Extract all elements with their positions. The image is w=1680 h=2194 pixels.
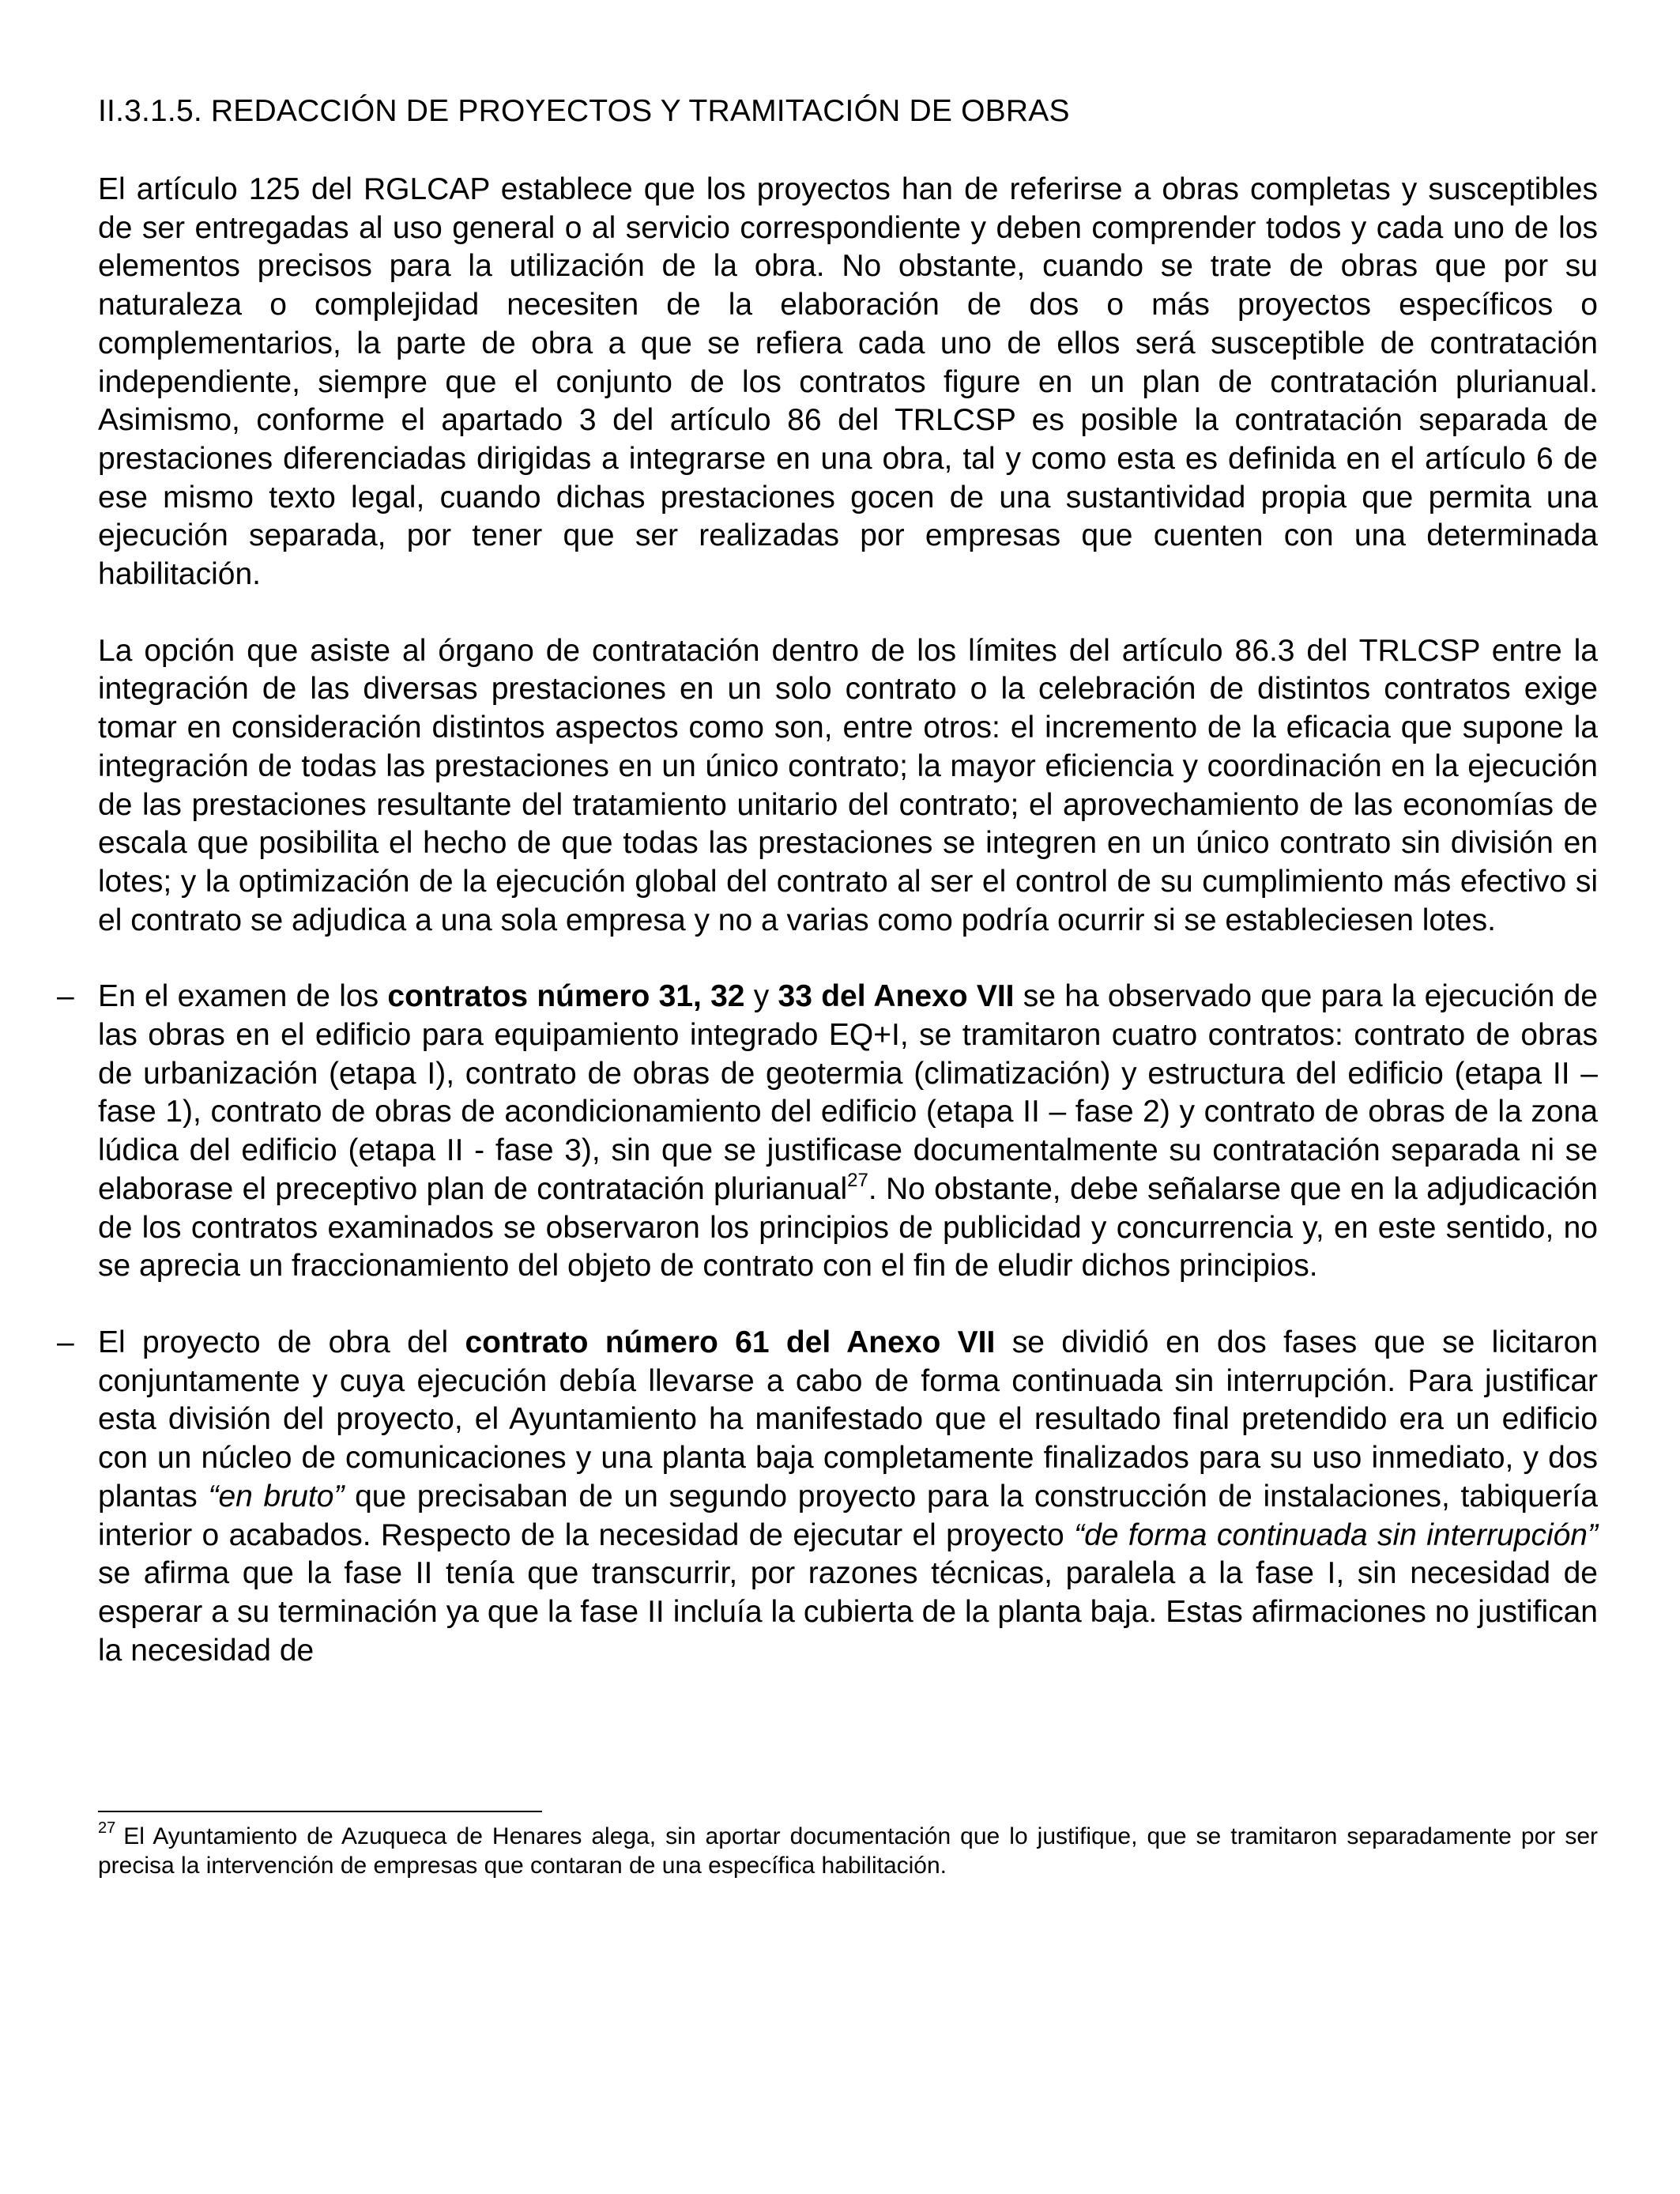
- bullet-contracts-31-32-33: – En el examen de los contratos número 31, 32 y 33 del Anexo VII se ha observado que para la ejecución de las obras en el edificio para equipamiento integrado EQ+I, se tramitaron cuatro contratos: contrato de obras de urbanización (etapa I), contrato de obras de geotermia (climatización) y estructura del edificio (etapa II – fase 1), contrato de obras de acondicionamiento del edificio (etapa II – fase 2) y contrato de obras de la zona lúdica del edificio (etapa II - fase 3), sin que se justificase documentalmente su contratación separada ni se elaborase el preceptivo plan de contratación plurianual$^{27}$. No obstante, debe señalarse que en la adjudicación de los contratos examinados se observaron los principios de publicidad y concurrencia y, en este sentido, no se aprecia un fraccionamiento del objeto de contrato con el fin de eludir dichos principios.: [57, 979, 1599, 1284]
- bullet-contract-61: – El proyecto de obra del contrato número 61 del Anexo VII se dividió en dos fases que se licitaron conjuntamente y cuya ejecución debía llevarse a cabo de forma continuada sin interrupción. Para justificar esta división del proyecto, el Ayuntamiento ha manifestado que el resultado final pretendido era un edificio con un núcleo de comunicaciones y una planta baja completamente finalizados para su uso inmediato, y dos plantas “en bruto” que precisaban de un segundo proyecto para la construcción de instalaciones, tabiquería interior o acabados. Respecto de la necesidad de ejecutar el proyecto “de forma continuada sin interrupción” se afirma que la fase II tenía que transcurrir, por razones técnicas, paralela a la fase I, sin necesidad de esperar a su terminación ya que la fase II incluía la cubierta de la planta baja. Estas afirmaciones no justifican la necesidad de: [57, 1325, 1598, 1668]
- bold-contracts-31-32: contratos número 31, 32: [387, 979, 745, 1014]
- italic-en-bruto: “en bruto”: [208, 1479, 345, 1514]
- footnote-27: [98, 1819, 1598, 1880]
- section-heading: II.3.1.5. REDACCIÓN DE PROYECTOS Y TRAMITACIÓN DE OBRAS: [98, 94, 1070, 128]
- footnote-reference-27[interactable]: 27: [847, 1169, 868, 1191]
- document-page: [57, 92, 1599, 1708]
- italic-forma-continuada: “de forma continuada sin interrupción”: [1074, 1517, 1598, 1552]
- paragraph-rglcap: El artículo 125 del RGLCAP establece que los proyectos han de referirse a obras completas y susceptibles de ser entregadas al uso general o al servicio correspondiente y deben comprender todos y cada uno de los elementos precisos para la utilización de la obra. No obstante, cuando se trate de obras que por su naturaleza o complejidad necesiten de la elaboración de dos o más proyectos específicos o complementarios, la parte de obra a que se refiera cada uno de ellos será susceptible de contratación independiente, siempre que el conjunto de los contratos figure en un plan de contratación plurianual. Asimismo, conforme el apartado 3 del artículo 86 del TRLCSP es posible la contratación separada de prestaciones diferenciadas dirigidas a integrarse en una obra, tal y como esta es definida en el artículo 6 de ese mismo texto legal, cuando dichas prestaciones gocen de una sustantividad propia que permita una ejecución separada, por tener que ser realizadas por empresas que cuenten con una determinada habilitación.: [98, 172, 1598, 592]
- paragraph-trlcsp-option: La opción que asiste al órgano de contratación dentro de los límites del artículo 86.3 del TRLCSP entre la integración de las diversas prestaciones en un solo contrato o la celebración de distintos contratos exige tomar en consideración distintos aspectos como son, entre otros: el incremento de la eficacia que supone la integración de todas las prestaciones en un único contrato; la mayor eficiencia y coordinación en la ejecución de las prestaciones resultante del tratamiento unitario del contrato; el aprovechamiento de las economías de escala que posibilita el hecho de que todas las prestaciones se integren en un único contrato sin división en lotes; y la optimización de la ejecución global del contrato al ser el control de su cumplimiento más efectivo si el contrato se adjudica a una sola empresa y no a varias como podría ocurrir si se estableciesen lotes.: [98, 633, 1598, 937]
- bullet-dash: –: [57, 979, 74, 1014]
- bullet-dash: –: [57, 1325, 74, 1359]
- footnote-text: El Ayuntamiento de Azuqueca de Henares alega, sin aportar documentación que lo justifique, que se tramitaron separadamente por ser precisa la intervención de empresas que contaran de una específica habilitación.: [98, 1823, 1598, 1879]
- footnote-number: 27: [98, 1819, 116, 1837]
- bold-33-anexo-vii: 33 del Anexo VII: [778, 979, 1015, 1014]
- footnote-separator: [98, 1811, 542, 1812]
- bold-contract-61-anexo-vii: contrato número 61 del Anexo VII: [465, 1325, 996, 1359]
